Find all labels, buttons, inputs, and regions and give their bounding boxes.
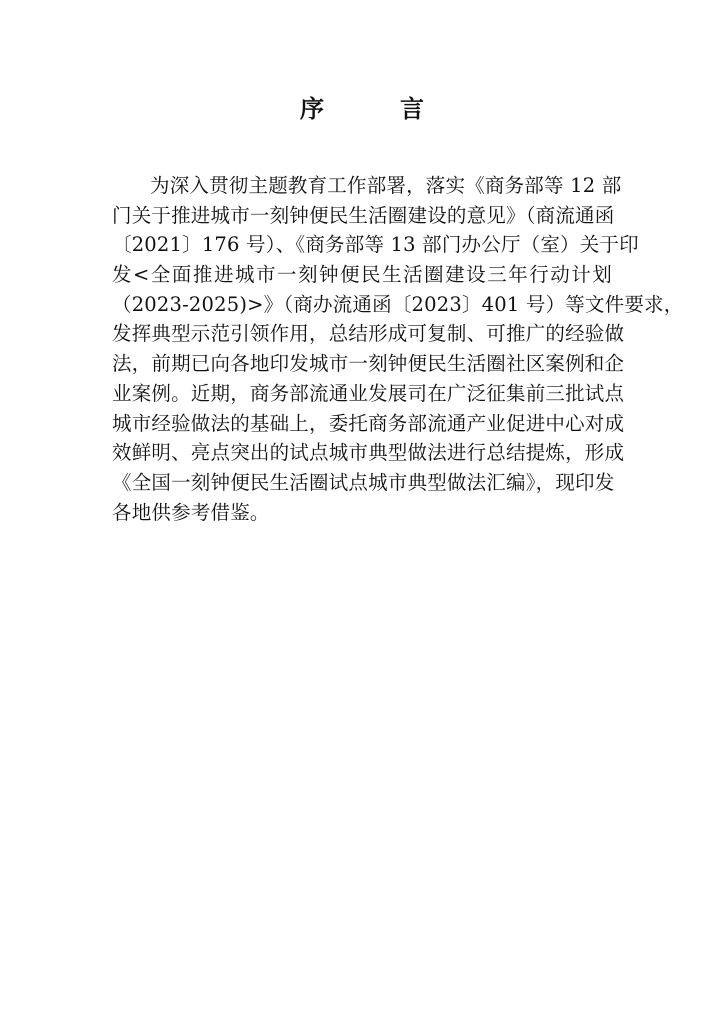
paragraph-line: 效鲜明、亮点突出的试点城市典型做法进行总结提炼，形成 [112,441,625,465]
paragraph-line: 业案例。近期，商务部流通业发展司在广泛征集前三批试点 [112,381,625,405]
paragraph-line: 发<全面推进城市一刻钟便民生活圈建设三年行动计划 [112,263,612,287]
preface-paragraph [112,171,684,527]
paragraph-line: 《全国一刻钟便民生活圈试点城市典型做法汇编》，现印发 [112,470,615,494]
paragraph-line: 发挥典型示范引领作用，总结形成可复制、可推广的经验做 [112,322,625,346]
paragraph-line: 各地供参考借鉴。 [112,500,270,524]
paragraph-line: 城市经验做法的基础上，委托商务部流通产业促进中心对成 [112,411,625,435]
document-title: 序 言 [300,94,450,123]
paragraph-line: 为深入贯彻主题教育工作部署，落实《商务部等 12 部 [150,174,622,197]
paragraph-line: （2023-2025)>》（商办流通函〔2023〕401 号）等文件要求， [112,292,684,316]
paragraph-line: 〔2021〕176 号）、《商务部等 13 部门办公厅（室）关于印 [112,233,639,257]
paragraph-line: 门关于推进城市一刻钟便民生活圈建设的意见》（商流通函 [112,203,615,227]
paragraph-line: 法，前期已向各地印发城市一刻钟便民生活圈社区案例和企 [112,352,625,376]
